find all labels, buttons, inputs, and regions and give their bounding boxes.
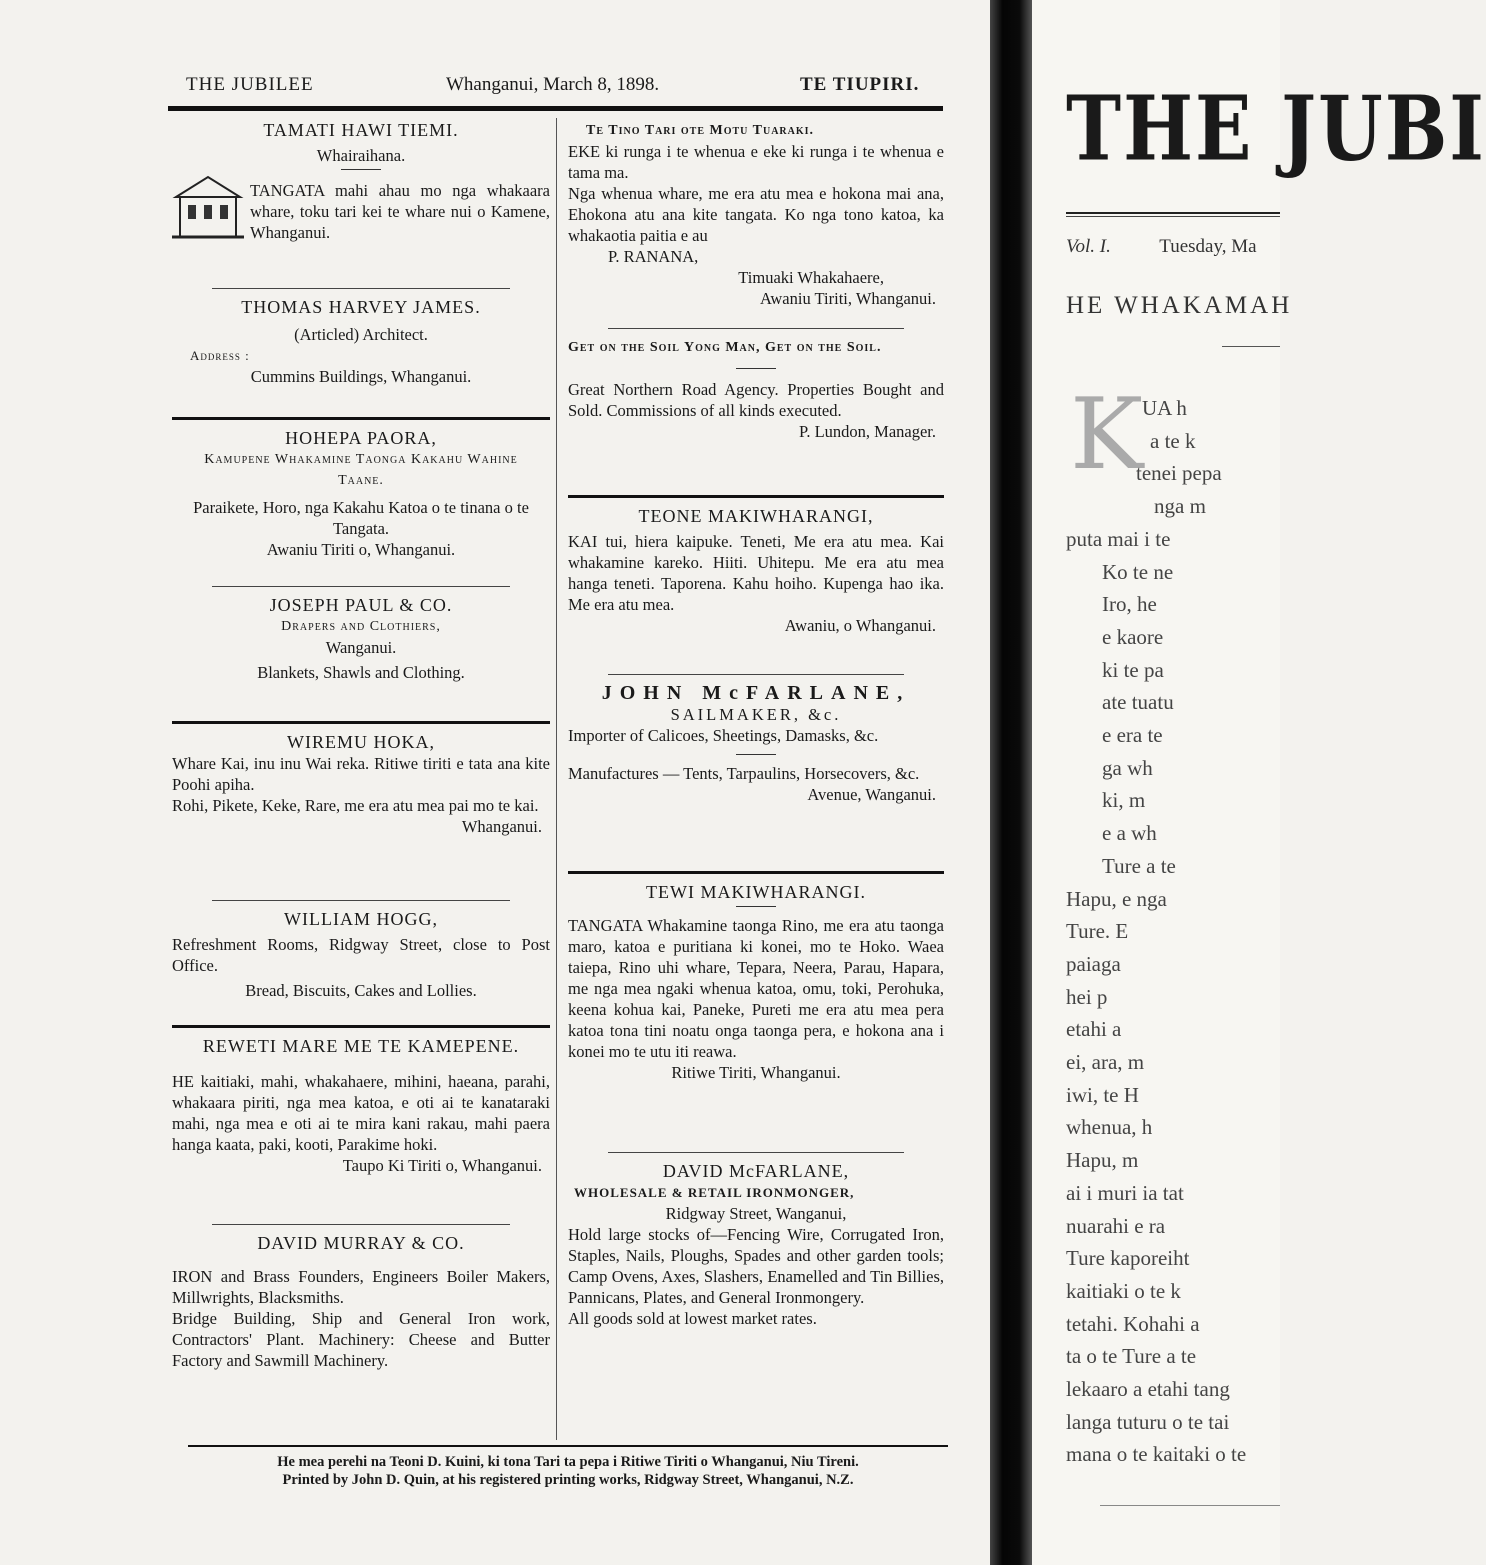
ad-tamati (172, 120, 550, 280)
imprint-maori: He mea perehi na Teoni D. Kuini, ki tona Tari ta pepa i Ritiwe Tiriti o Whanganui, Niu Tireni. (277, 1454, 859, 1470)
divider (608, 1152, 904, 1153)
ad-body-2: Rohi, Pikete, Keke, Rare, me era atu mea pai mo te kai. (172, 796, 539, 815)
article-line: e a wh (1102, 821, 1157, 846)
imprint-english: Printed by John D. Quin, at his registered printing works, Ridgway Street, Whanganui, N.Z. (282, 1472, 854, 1488)
ad-signature-title: Timuaki Whakahaere, (738, 268, 884, 287)
ad-hohepa (172, 428, 550, 578)
ad-location: Avenue, Wanganui. (807, 785, 936, 804)
volume-label: Vol. I. (1066, 236, 1111, 257)
ad-heading: REWETI MARE ME TE KAMEPENE. (202, 1036, 520, 1056)
ad-body-2: Bread, Biscuits, Cakes and Lollies. (245, 981, 477, 1000)
bottom-rule (1100, 1505, 1280, 1506)
ad-address: Cummins Buildings, Whanganui. (250, 367, 472, 386)
article-line: lekaaro a etahi tang (1066, 1377, 1230, 1401)
article-line: whenua, h (1066, 1115, 1153, 1140)
ad-heading: WILLIAM HOGG, (284, 909, 438, 929)
ad-tino (568, 120, 944, 320)
article-line: mana o te kaitaki o te (1066, 1442, 1247, 1467)
ad-body: Hold large stocks of—Fencing Wire, Corrugated Iron, Staples, Nails, Ploughs, Spades and other garden tools; Camp Ovens, Axes, Slashers, Enamelled and Tin Billies, Pannicans, Plates, and General Ironmongery. (568, 1225, 944, 1307)
article-line: paiaga (1066, 951, 1121, 976)
article-line: hei p (1066, 984, 1108, 1009)
divider (172, 1025, 550, 1028)
ad-location: Whanganui. (461, 817, 542, 836)
ad-heading: TEWI MAKIWHARANGI. (646, 882, 866, 902)
ad-heading: JOHN McFARLANE, (601, 682, 911, 704)
divider (172, 417, 550, 420)
ad-body: Blankets, Shawls and Clothing. (257, 663, 465, 682)
ad-body: TANGATA mahi ahau mo nga whakaara whare, toku tari kei te whare nui o Kamene, Whanganui. (250, 181, 550, 242)
article-line: a te k (1150, 428, 1196, 453)
ad-reweti (172, 1036, 550, 1216)
article-line: ga wh (1102, 755, 1153, 780)
ad-body: TANGATA Whakamine taonga Rino, me era atu taonga maro, katoa e puritiana ki konei, mo te Hoko. Waea taiepa, Rino uhi whare, Tepara, Neera, Parau, Hapara, me nga mea ngaki whenua katoa, omu, toki, Perohuka, keena kohua kai, Paneke, Pureti me era atu mea pera katoa tona tini noatu onga taonga pera, e hokona ana i konei mo te utu iti reawa. (568, 916, 944, 1061)
divider (608, 674, 904, 675)
masthead-rule (1066, 212, 1280, 214)
divider (172, 721, 550, 724)
ad-body: HE kaitiaki, mahi, whakahaere, mihini, haeana, parahi, whakaara piriti, nga mea katoa, e oti ai te kanataraki mahi, nga mea e oti ai te mira kani rakau, mahi paera hanga kaata, paki, kooti, Parakime hoki. (172, 1072, 550, 1154)
article-line: Hapu, m (1066, 1148, 1139, 1173)
ad-location: Awaniu Tiriti, Whanganui. (759, 289, 936, 308)
right-column (568, 120, 944, 1329)
masthead-meta (1066, 236, 1257, 258)
ad-body: KAI tui, hiera kaipuke. Teneti, Me era atu mea. Kai whakamine kareko. Hiiti. Uhitepu. Me era atu mea hanga teneti. Taporena. Kahu hoiho. Kupenga hao ika. Me era atu mea. (568, 532, 944, 614)
article-line: UA h (1142, 396, 1187, 420)
ad-joseph (172, 595, 550, 713)
ad-body: Refreshment Rooms, Ridgway Street, close to Post Office. (172, 935, 550, 975)
ad-subheading: Drapers and Clothiers, (281, 619, 441, 634)
ad-body: Importer of Calicoes, Sheetings, Damasks, &c. (568, 726, 879, 745)
header-rule (168, 106, 943, 111)
article-line: e kaore (1102, 624, 1164, 649)
article-line: ai i muri ia tat (1066, 1180, 1184, 1205)
ad-location: Awaniu, o Whanganui. (784, 616, 936, 635)
header-title: THE JUBILEE (186, 74, 314, 95)
masthead-title: THE JUBI (1066, 78, 1486, 182)
ad-location: Taupo Ki Tiriti o, Whanganui. (342, 1156, 542, 1175)
article-line: Ture. E (1066, 919, 1129, 944)
ad-subheading: (Articled) Architect. (294, 325, 428, 344)
ad-body-2: Bridge Building, Ship and General Iron work, Contractors' Plant. Machinery: Cheese and Butter Factory and Sawmill Machinery. (172, 1309, 550, 1370)
article-line: ei, ara, m (1066, 1050, 1145, 1074)
ad-body-2: Nga whenua whare, me era atu mea e hokona mai ana, Ehokona atu ana kite tangata. Ko nga tono katoa, ka whakaotia paitia e au (568, 184, 944, 245)
article-line: nuarahi e ra (1066, 1213, 1166, 1238)
ad-murray (172, 1233, 550, 1371)
ad-body-2: All goods sold at lowest market rates. (568, 1309, 817, 1328)
ad-heading: Get on the Soil Yong Man, Get on the Soil. (568, 340, 882, 355)
ad-john-mcfarlane (568, 683, 944, 863)
article-line: ki te pa (1102, 657, 1164, 682)
short-rule (736, 754, 776, 755)
building-illustration-icon (172, 173, 244, 239)
article-line: ta o te Ture a te (1066, 1344, 1197, 1369)
ad-subheading: WHOLESALE & RETAIL IRONMONGER, (574, 1185, 855, 1200)
article-line: tetahi. Kohahi a (1066, 1311, 1200, 1336)
ad-david-mcfarlane (568, 1161, 944, 1329)
ad-signature: P. RANANA, (608, 247, 699, 266)
ad-signature: P. Lundon, Manager. (798, 422, 936, 441)
article-line: tenei pepa (1136, 461, 1222, 486)
divider (608, 328, 904, 329)
article-line: etahi a (1066, 1017, 1122, 1042)
divider (212, 586, 510, 587)
article-line: Ture kaporeiht (1066, 1246, 1190, 1271)
ad-body: Whare Kai, inu inu Wai reka. Ritiwe tiriti e tata ana kite Poohi apiha. (172, 754, 550, 794)
article-line: e era te (1102, 723, 1163, 747)
facing-page (1032, 0, 1486, 1565)
ad-heading: JOSEPH PAUL & CO. (269, 595, 453, 615)
ad-subheading: Kamupene Whakamine Taonga Kakahu Wahine Taane. (204, 452, 518, 488)
ad-wiremu (172, 732, 550, 892)
divider (212, 288, 510, 289)
address-label: Address : (190, 348, 250, 363)
ad-body: EKE ki runga i te whenua e eke ki runga i te whenua e tama ma. (568, 142, 944, 182)
ad-lundon (568, 337, 944, 487)
ad-william (172, 909, 550, 1017)
ad-body: Paraikete, Horo, nga Kakahu Katoa o te tinana o te Tangata. (193, 498, 529, 538)
ad-location: Ritiwe Tiriti, Whanganui. (671, 1063, 841, 1082)
ad-location: Wanganui. (325, 638, 397, 657)
header-maori-title: TE TIUPIRI. (800, 74, 920, 95)
divider (568, 871, 944, 874)
page-header (168, 70, 948, 100)
article-heading: HE WHAKAMAH (1066, 292, 1293, 319)
ad-heading: WIREMU HOKA, (287, 732, 435, 752)
short-rule (341, 169, 381, 170)
article-line: Ko te ne (1102, 559, 1174, 584)
article-line: langa tuturu o te tai (1066, 1409, 1230, 1434)
short-rule (736, 368, 776, 369)
ad-teone (568, 506, 944, 666)
ad-heading: TAMATI HAWI TIEMI. (263, 120, 459, 140)
ad-heading: DAVID MURRAY & CO. (257, 1233, 465, 1253)
ad-heading: DAVID McFARLANE, (662, 1161, 850, 1181)
imprint-footer (188, 1445, 948, 1493)
header-dateline: Whanganui, March 8, 1898. (446, 74, 660, 95)
ad-body: Great Northern Road Agency. Properties Bought and Sold. Commissions of all kinds executed. (568, 380, 944, 420)
divider (212, 900, 510, 901)
ad-body-2: Manufactures — Tents, Tarpaulins, Horsecovers, &c. (568, 764, 920, 783)
article-line: Hapu, e nga (1066, 886, 1167, 911)
ad-location: Awaniu Tiriti o, Whanganui. (266, 540, 456, 559)
article-line: iwi, te H (1066, 1082, 1139, 1107)
masthead-rule-thin (1066, 216, 1280, 217)
article-line: Iro, he (1102, 592, 1157, 617)
ad-heading: Te Tino Tari ote Motu Tuaraki. (586, 123, 815, 138)
ad-body: IRON and Brass Founders, Engineers Boiler Makers, Millwrights, Blacksmiths. (172, 1267, 550, 1307)
ad-tewi (568, 882, 944, 1144)
ad-subheading: Whairaihana. (316, 146, 406, 165)
binding-gutter (990, 0, 1032, 1565)
article-line: Ture a te (1102, 853, 1176, 878)
divider (212, 1224, 510, 1225)
ad-heading: THOMAS HARVEY JAMES. (241, 297, 481, 317)
article-line: ki, m (1102, 788, 1146, 813)
drop-cap: K (1070, 378, 1144, 492)
ad-thomas (172, 297, 550, 409)
divider (568, 495, 944, 498)
issue-date: Tuesday, Ma (1159, 236, 1257, 257)
article-line: puta mai i te (1066, 526, 1171, 551)
column-divider (556, 118, 557, 1440)
short-rule (1222, 346, 1280, 347)
ad-heading: HOHEPA PAORA, (285, 428, 437, 448)
article-line: ate tuatu (1102, 690, 1174, 715)
ad-location: Ridgway Street, Wanganui, (665, 1204, 847, 1223)
article-line: kaitiaki o te k (1066, 1278, 1181, 1303)
ad-subheading: SAILMAKER, &c. (670, 705, 842, 724)
article-line: nga m (1154, 494, 1206, 519)
short-rule (736, 906, 776, 907)
left-column (172, 120, 550, 1371)
ad-heading: TEONE MAKIWHARANGI, (638, 506, 874, 526)
